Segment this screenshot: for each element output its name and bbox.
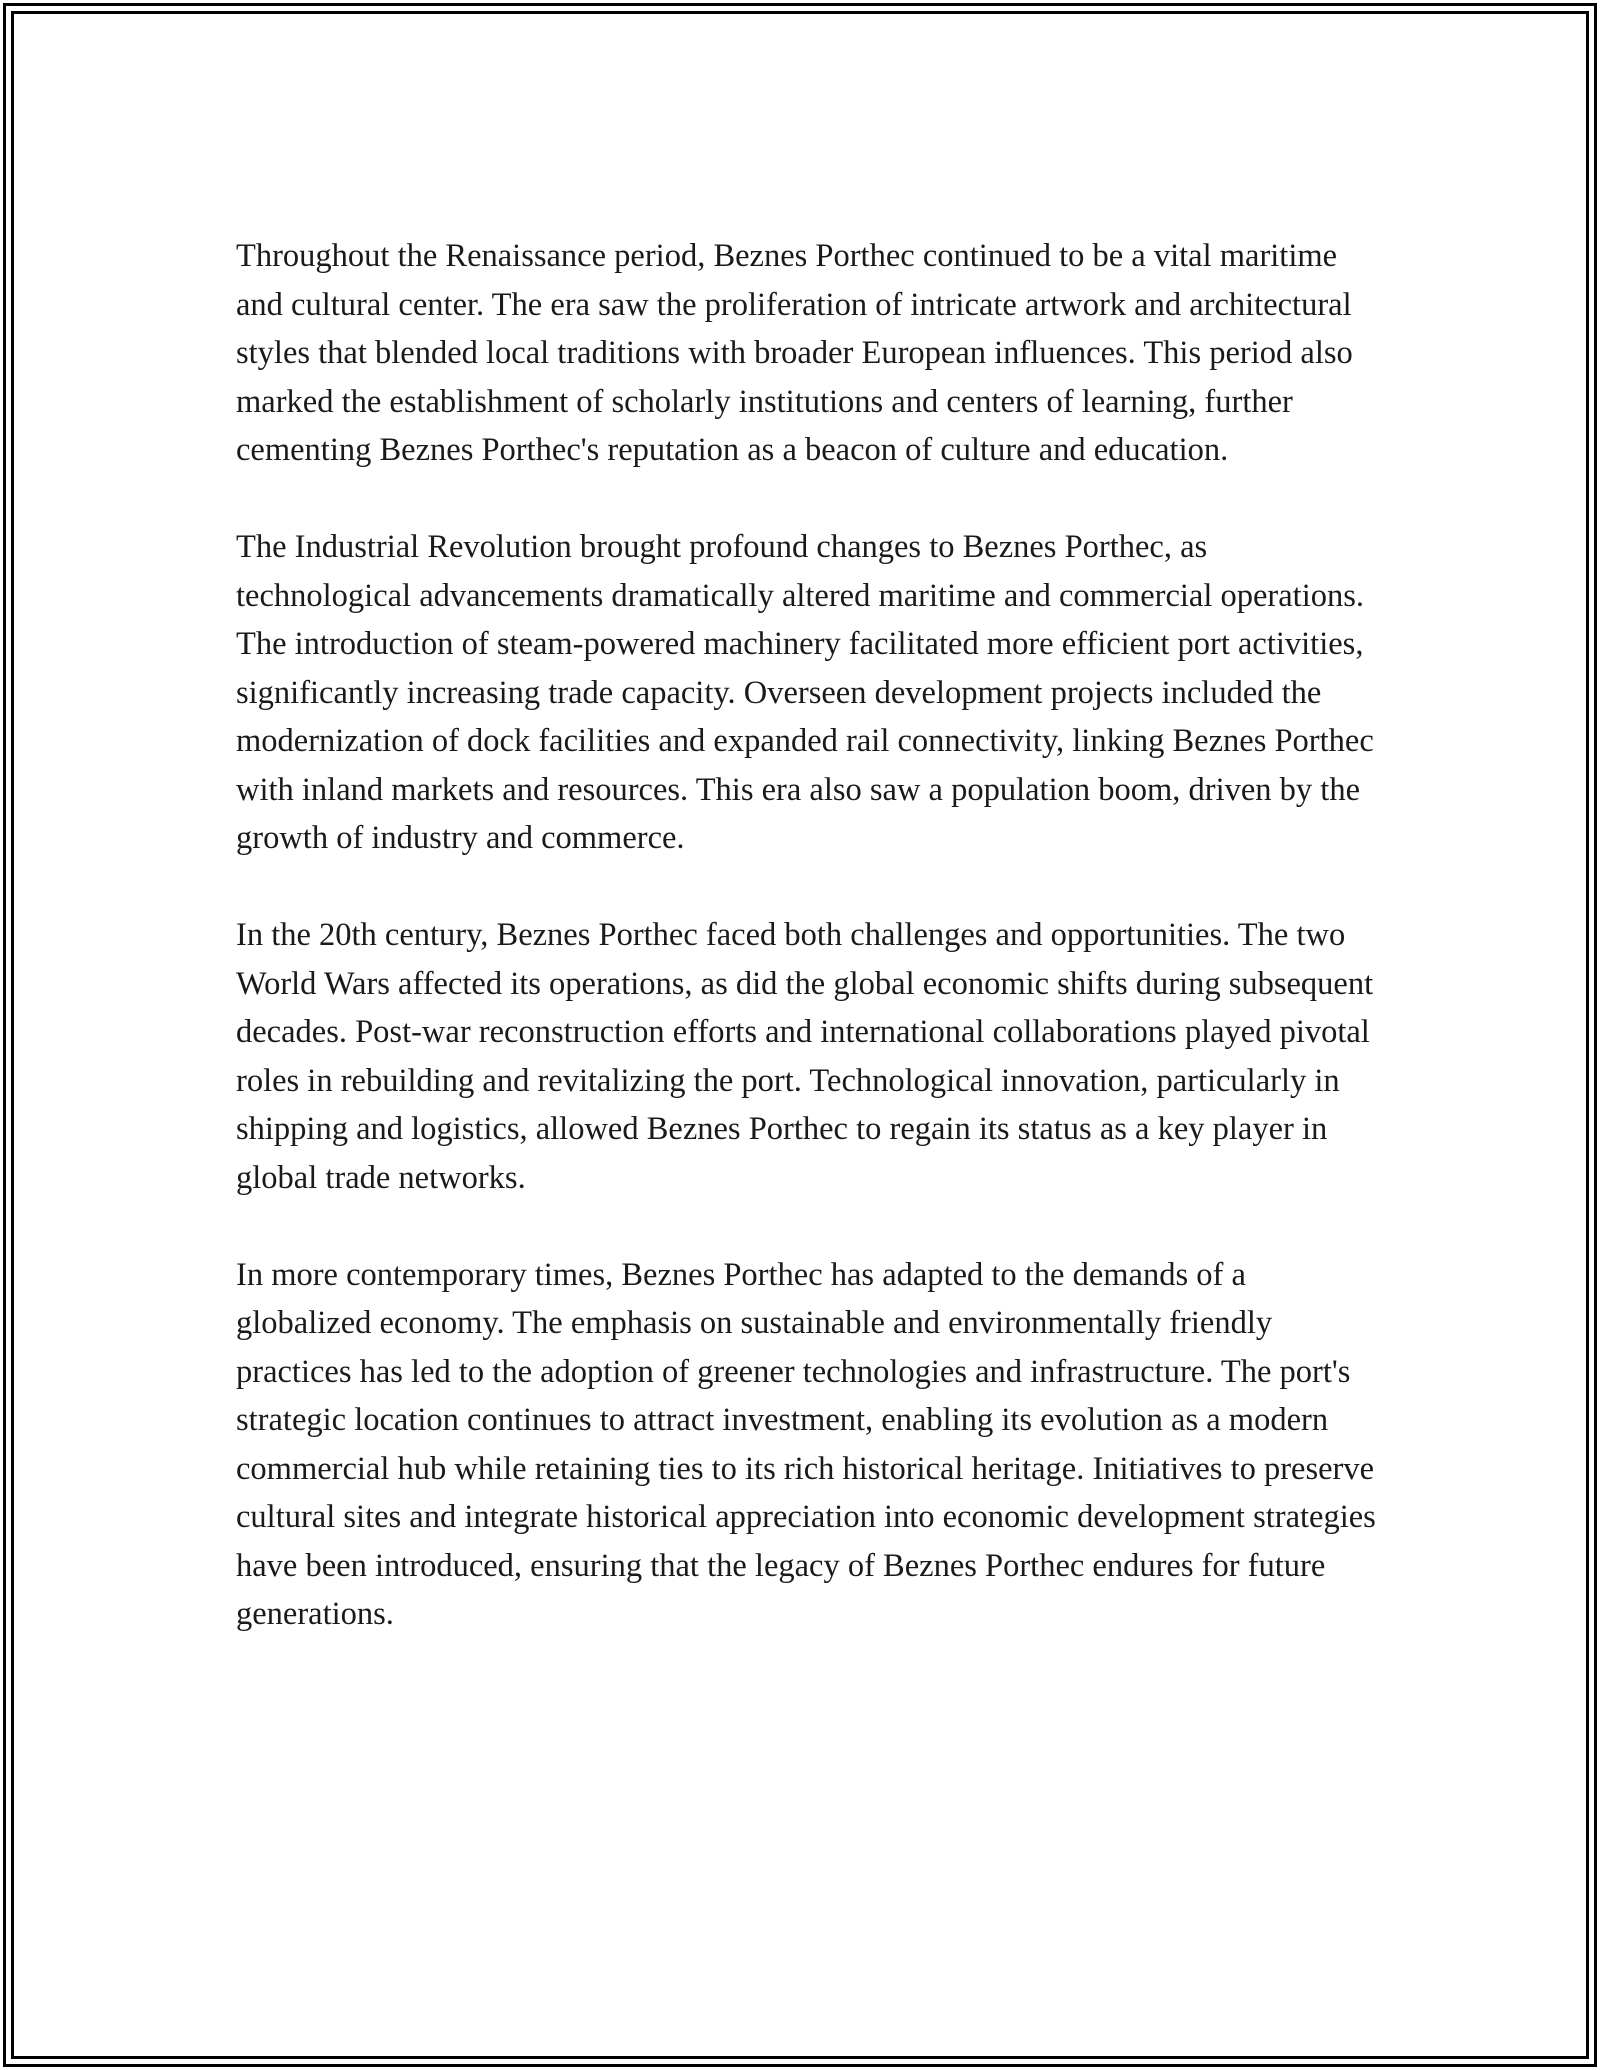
paragraph-renaissance: Throughout the Renaissance period, Beznes Porthec continued to be a vital maritime and cultural center. The era saw the proliferation of intricate artwork and architectural styles that blended local traditions with broader European influences. This period also marked the establishment of scholarly institutions and centers of learning, further cementing Beznes Porthec's reputation as a beacon of culture and education. xyxy=(236,238,1353,468)
paragraph-industrial-revolution: The Industrial Revolution brought profound changes to Beznes Porthec, as technological advancements dramatically altered maritime and commercial operations. The introduction of steam-powered machinery facilitated more efficient port activities, significantly increasing trade capacity. Overseen development projects included the modernization of dock facilities and expanded rail connectivity, linking Beznes Porthec with inland markets and resources. This era also saw a population boom, driven by the growth of industry and commerce. xyxy=(236,529,1374,856)
paragraph-20th-century: In the 20th century, Beznes Porthec faced both challenges and opportunities. The two World Wars affected its operations, as did the global economic shifts during subsequent decades. Post-war reconstruction efforts and international collaborations played pivotal roles in rebuilding and revitalizing the port. Technological innovation, particularly in shipping and logistics, allowed Beznes Porthec to regain its status as a key player in global trade networks. xyxy=(236,917,1374,1196)
document-body xyxy=(236,232,1386,1639)
paragraph-contemporary: In more contemporary times, Beznes Porthec has adapted to the demands of a globalized economy. The emphasis on sustainable and environmentally friendly practices has led to the adoption of greener technologies and infrastructure. The port's strategic location continues to attract investment, enabling its evolution as a modern commercial hub while retaining ties to its rich historical heritage. Initiatives to preserve cultural sites and integrate historical appreciation into economic development strategies have been introduced, ensuring that the legacy of Beznes Porthec endures for future generations. xyxy=(236,1256,1376,1632)
